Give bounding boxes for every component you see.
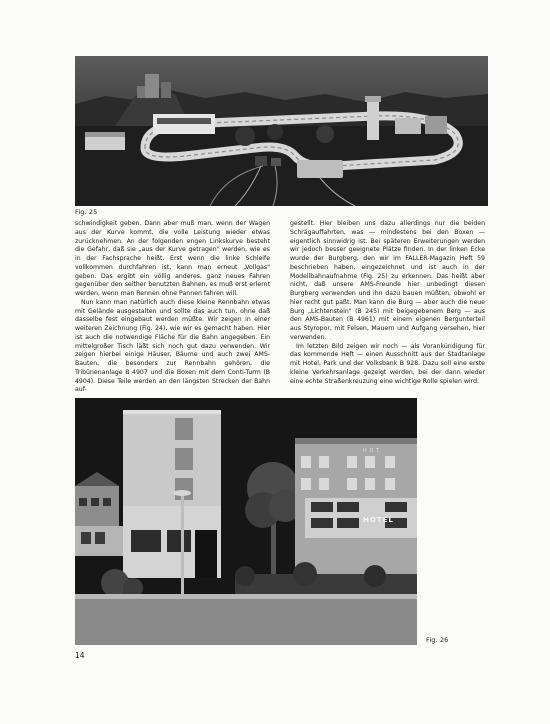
paragraph: Im letzten Bild zeigen wir noch — als Vorankündigung für das kommende Heft — einen Ausschnitt aus der Stadtanlage mit Hotel, Park und der Volksbank B 928. Dazu soll eine erste kleine Verkehrsanlage gezeigt werden, bei der dann wieder eine echte Straßenkreuzung eine wichtige Rolle spielen wird.	[290, 342, 485, 385]
paragraph: gestellt. Hier bleiben uns dazu allerdings nur die beiden Schrägauffahrten, was — mindestens bei den Boxen — eigentlich sinnwidrig ist. Bei späteren Erweiterungen werden wir jedoch besser geeignete Plätze finden. In der linken Ecke wurde der Burgberg, den wir im FALLER-Magazin Heft 59 beschrieben haben, eingezeichnet und ist auch in der Modellbahnaufnahme (Fig. 25) zu erkennen. Das heißt aber nicht, daß unsere AMS-Freunde hier unbedingt diesen Burgberg verwenden und ihn dazu bauen müßten, obwohl er hier recht gut paßt. Man kann die Burg — aber auch die neue Burg „Lichtenstein" (B 245) mit beigegebenem Berg — aus den AMS-Bauten (B 4961) mit einem eigenen Bergunterteil aus Styropor, mit Felsen, Mauern und Aufgang versehen, hier verwenden.	[290, 220, 485, 341]
race-track-photo	[75, 56, 488, 206]
figure-caption: Fig. 26	[426, 636, 449, 644]
text-column-right	[290, 220, 485, 386]
race-track-illustration	[75, 56, 488, 206]
hotel-sign: HOTEL	[363, 516, 394, 524]
paragraph: Nun kann man natürlich auch diese kleine Rennbahn etwas mit Gelände ausgestalten und sollte das auch tun, ohne daß dasselbe fest eingebaut werden müßte. Wir zeigen in einer weiteren Zeichnung (Fig. 24), wie wir es gemacht haben. Hier ist auch die notwendige Fläche für die Bahn angegeben. Ein mittelgroßer Tisch läßt sich noch gut dazu verwenden. Wir zeigen hierbei einige Häuser, Bäume und auch zwei AMS-Bauten, die besonders zur Rennbahn gehören, die Tribünenanlage B 4907 und die Boxen mit dem Conti-Turm (B 4904). Diese Teile werden an den längsten Strecken der Bahn auf-	[75, 298, 270, 394]
town-model-photo	[75, 398, 417, 645]
hotel-roof-sign: H O T	[363, 448, 380, 454]
figure-caption: Fig. 25	[75, 208, 98, 216]
text-column-left	[75, 220, 270, 395]
page-number: 14	[75, 651, 85, 660]
paragraph: schwindigkeit geben. Dann aber muß man, wenn der Wagen aus der Kurve kommt, die volle Leistung wieder etwas zurücknehmen. An der folgenden engen Linkskurve besteht die Gefahr, daß sie „aus der Kurve getragen" werden, wie es in der Fachsprache heißt. Erst wenn die linke Schleife vollkommen durchfahren ist, kann man erneut „Vollgas" geben. Das ergibt ein völlig anderes, ganz neues Fahren gegenüber den seither benutzten Bahnen, es muß erst erlernt werden, wenn man Rennen ohne Pannen fahren will.	[75, 220, 270, 297]
